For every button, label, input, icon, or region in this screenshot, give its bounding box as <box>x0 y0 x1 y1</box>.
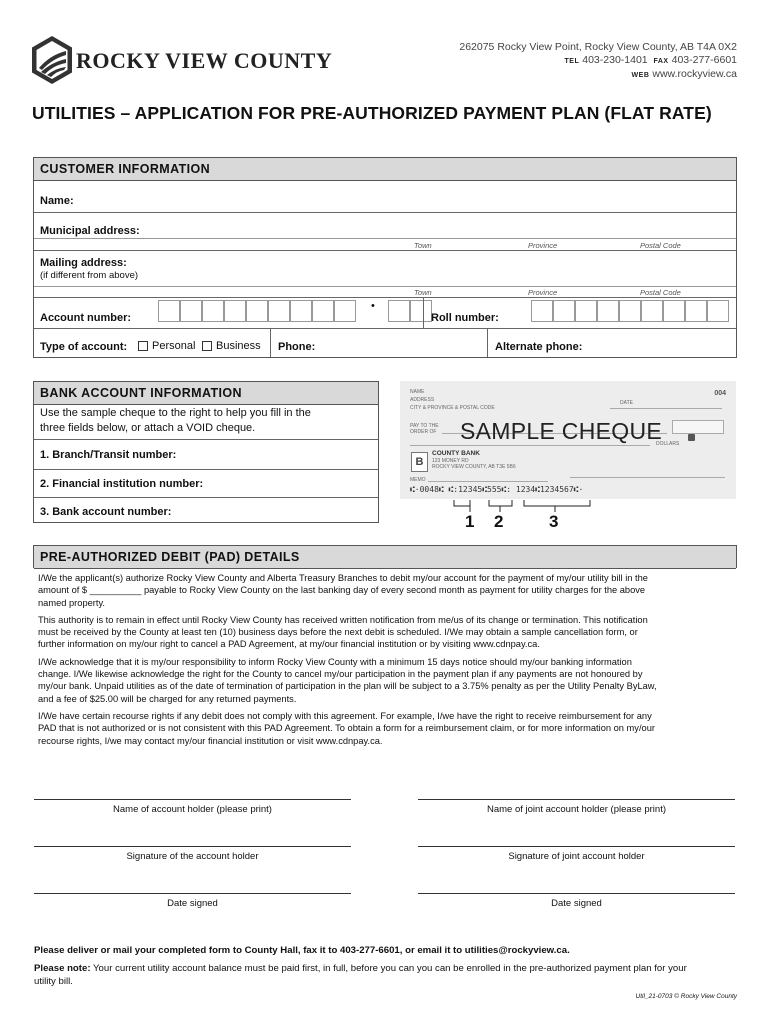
municipal-address-label: Municipal address: <box>40 225 140 237</box>
holder-name-line[interactable] <box>34 799 351 800</box>
pad-section <box>33 545 737 568</box>
callout-2: 2 <box>494 512 504 531</box>
date1-line[interactable] <box>34 893 351 894</box>
county-logo-icon <box>30 35 74 85</box>
transit-label: 1. Branch/Transit number: <box>40 449 177 461</box>
joint-name-line[interactable] <box>418 799 735 800</box>
holder-name-caption: Name of account holder (please print) <box>113 804 272 815</box>
fax: 403-277-6601 <box>671 54 737 66</box>
account-type-label: Type of account: <box>40 341 128 353</box>
joint-signature-caption: Signature of joint account holder <box>508 851 645 862</box>
date2-line[interactable] <box>418 893 735 894</box>
mailing-province: Province <box>528 288 558 297</box>
tel-label: TEL <box>564 58 580 65</box>
municipal-province: Province <box>528 241 558 250</box>
holder-signature-line[interactable] <box>34 846 351 847</box>
joint-signature-line[interactable] <box>418 846 735 847</box>
contact-block <box>459 41 737 82</box>
callout-1: 1 <box>465 512 475 531</box>
org-name: ROCKY VIEW COUNTY <box>76 48 333 73</box>
phone-label: Phone: <box>278 341 316 353</box>
note-text-a: Your current utility account balance must be paid first, in full, before you can you can be enrolled in the pre-authorized payment plan for your <box>90 963 687 974</box>
cheque-micr: ⑆·0048⑆ ⑆:12345⑆555⑆: 1234⑆1234567⑆· <box>410 485 584 494</box>
alt-phone-label: Alternate phone: <box>495 341 583 353</box>
note-text-b: utility bill. <box>34 975 73 987</box>
cheque-dollars: DOLLARS <box>656 441 680 447</box>
bank-intro-1: Use the sample cheque to the right to help you fill in the <box>40 407 311 419</box>
date2-caption: Date signed <box>551 898 602 909</box>
customer-heading: CUSTOMER INFORMATION <box>34 158 736 181</box>
roll-number-label: Roll number: <box>431 312 499 324</box>
please-note <box>34 963 744 988</box>
pad-heading: PRE-AUTHORIZED DEBIT (PAD) DETAILS <box>34 546 736 569</box>
sample-cheque: NAME ADDRESS CITY & PROVINCE & POSTAL CODE 004 DATE PAY TO THE ORDER OF SAMPLE CHEQUE DOLLARS B COUNTY BANK 123 MONEY RD ROCKY VIEW COUNTY, AB T3E 5B6 MEMO ⑆·0048⑆ ⑆:12345⑆555⑆: 1234⑆1234567⑆· <box>400 381 736 499</box>
cheque-pay-label: PAY TO THE ORDER OF <box>410 423 439 435</box>
municipal-town: Town <box>414 241 432 250</box>
bank-intro <box>40 406 311 436</box>
mailing-postal: Postal Code <box>640 288 681 297</box>
personal-label: Personal <box>152 340 196 352</box>
account-number-label: Account number: <box>40 312 132 324</box>
pad-text: I/We the applicant(s) authorize Rocky View County and Alberta Treasury Branches to debit my/our account for the payment of my/our utility bill in the amount of $ __________ payable to Rocky View County on the last banking day of every second month as payment for utility charges for the above named property. This authority is to remain in effect until Rocky View County has received written notification from me/us of its change or termination. This notification must be received by the County at least ten (10) business days before the next debit is scheduled. I/We may obtain a sample cancellation form, or further information on my/our right to cancel a PAD Agreement, at my/our financial institution or by visiting www.cdnpay.ca. I/We acknowledge that it is my/our responsibility to inform Rocky View County with a minimum 15 days notice should my/our banking information change. I/We likewise acknowledge the right for the County to cancel my/our participation in the payment plan if any payments are not honoured by my/our bank. Unpaid utilities as of the date of termination of participation in the plan will be subject to a 3.75% penalty as per the Utility Penalty ByLaw, and a fee of $25.00 will be charged for any returned payments. I/We have certain recourse rights if any debit does not comply with this agreement. For example, I/we have the right to receive reimbursement for any PAD that is not authorized or is not consistent with this PAD Agreement. To obtain a form for a reimbursement claim, or for more information on my/our recourse rights, I/we may contact my/our financial institution or visit www.cdnpay.ca. <box>38 573 657 746</box>
holder-signature-caption: Signature of the account holder <box>126 851 259 862</box>
name-label: Name: <box>40 195 74 207</box>
joint-name-caption: Name of joint account holder (please print) <box>486 804 666 815</box>
fax-label: FAX <box>653 58 669 65</box>
cheque-date-label: DATE <box>620 400 633 406</box>
bank-heading: BANK ACCOUNT INFORMATION <box>34 382 378 405</box>
web-label: WEB <box>631 72 650 79</box>
form-code: Util_21-0703 © Rocky View County <box>635 993 737 1000</box>
bank-section <box>33 381 379 523</box>
tel: 403-230-1401 <box>582 54 648 66</box>
bank-account-label: 3. Bank account number: <box>40 506 172 518</box>
account-dot: • <box>371 300 375 312</box>
customer-section <box>33 157 737 358</box>
cheque-bank-name: COUNTY BANK <box>432 450 480 457</box>
mailing-town: Town <box>414 288 432 297</box>
page-title: UTILITIES – APPLICATION FOR PRE-AUTHORIZED PAYMENT PLAN (FLAT RATE) <box>32 103 712 123</box>
date1-caption: Date signed <box>167 898 218 909</box>
bank-logo-icon: B <box>411 452 428 472</box>
callout-3: 3 <box>549 512 559 531</box>
deliver-instructions: Please deliver or mail your completed form to County Hall, fax it to 403-277-6601, or email it to utilities@rockyview.ca. <box>34 945 570 956</box>
cheque-bank-addr-1: 123 MONEY RD <box>432 458 469 464</box>
cheque-bank-addr-2: ROCKY VIEW COUNTY, AB T3E 5B6 <box>432 464 516 470</box>
personal-checkbox[interactable] <box>138 341 148 351</box>
cheque-memo: MEMO <box>410 477 426 483</box>
institution-label: 2. Financial institution number: <box>40 478 204 490</box>
lock-icon <box>688 434 695 441</box>
bank-intro-2: three fields below, or attach a VOID cheque. <box>40 422 256 434</box>
sample-cheque-label: SAMPLE CHEQUE <box>460 418 663 444</box>
note-label: Please note: <box>34 963 91 974</box>
cheque-number: 004 <box>714 390 726 397</box>
business-checkbox[interactable] <box>202 341 212 351</box>
web: www.rockyview.ca <box>652 68 737 80</box>
address: 262075 Rocky View Point, Rocky View County, AB T4A 0X2 <box>459 41 737 53</box>
business-label: Business <box>216 340 261 352</box>
mailing-address-note: (if different from above) <box>40 270 139 281</box>
municipal-postal: Postal Code <box>640 241 681 250</box>
mailing-address-label: Mailing address: <box>40 257 127 269</box>
